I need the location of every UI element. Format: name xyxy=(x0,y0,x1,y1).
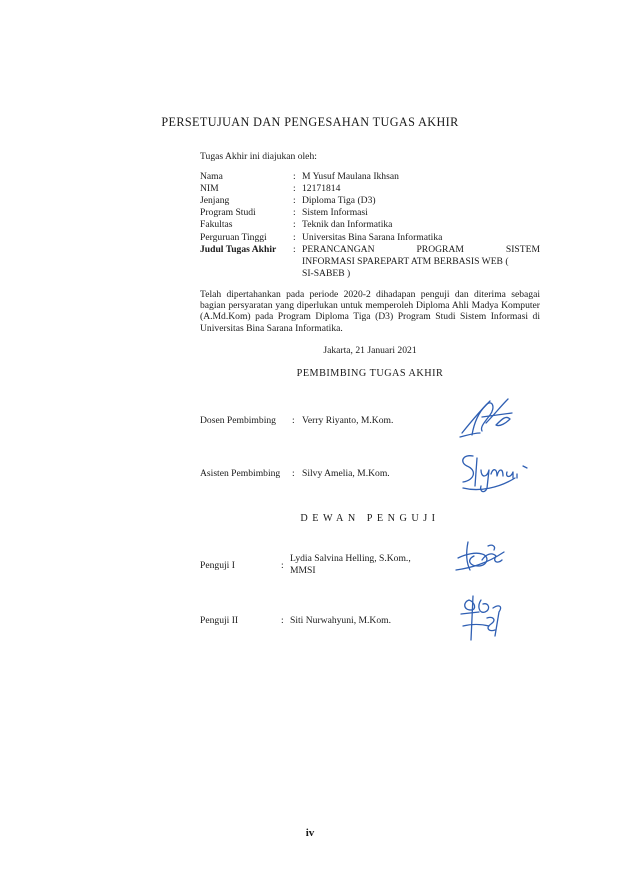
dosen-colon: : xyxy=(292,415,295,426)
penguji1-name-line1: Lydia Salvina Helling, S.Kom., xyxy=(290,553,411,564)
dosen-signature xyxy=(452,393,522,443)
place-date: Jakarta, 21 Januari 2021 xyxy=(323,345,417,356)
page-number: iv xyxy=(305,827,315,839)
field-label-nim: NIM xyxy=(200,183,219,194)
field-value-jenjang: Diploma Tiga (D3) xyxy=(302,195,376,206)
judul-line-1: PERANCANGAN PROGRAM SISTEM xyxy=(302,244,540,255)
penguji2-label: Penguji II xyxy=(200,615,239,626)
field-value-fakultas: Teknik dan Informatika xyxy=(302,219,393,230)
field-colon: : xyxy=(293,195,296,206)
intro-text: Tugas Akhir ini diajukan oleh: xyxy=(200,151,317,162)
field-colon: : xyxy=(293,207,296,218)
field-colon: : xyxy=(293,232,296,243)
penguji1-colon: : xyxy=(281,560,284,571)
asisten-label: Asisten Pembimbing xyxy=(200,468,281,479)
field-label-jenjang: Jenjang xyxy=(200,195,230,206)
field-colon: : xyxy=(293,219,296,230)
page-title: PERSETUJUAN DAN PENGESAHAN TUGAS AKHIR xyxy=(161,115,459,129)
field-label-judul: Judul Tugas Akhir xyxy=(200,244,277,255)
field-label-program-studi: Program Studi xyxy=(200,207,256,218)
penguji1-name-line2: MMSI xyxy=(290,565,316,576)
asisten-colon: : xyxy=(292,468,295,479)
field-value-perguruan-tinggi: Universitas Bina Sarana Informatika xyxy=(302,232,443,243)
penguji2-signature xyxy=(455,590,510,646)
field-value-nama: M Yusuf Maulana Ikhsan xyxy=(302,171,399,182)
field-colon: : xyxy=(293,244,296,255)
asisten-name: Silvy Amelia, M.Kom. xyxy=(302,468,390,479)
penguji2-colon: : xyxy=(281,615,284,626)
dosen-label: Dosen Pembimbing xyxy=(200,415,276,426)
penguji-heading: DEWAN PENGUJI xyxy=(300,513,440,524)
field-label-perguruan-tinggi: Perguruan Tinggi xyxy=(200,232,267,243)
penguji1-label: Penguji I xyxy=(200,560,235,571)
dosen-name: Verry Riyanto, M.Kom. xyxy=(302,415,394,426)
field-colon: : xyxy=(293,183,296,194)
field-value-program-studi: Sistem Informasi xyxy=(302,207,368,218)
field-value-nim: 12171814 xyxy=(302,183,341,194)
field-label-nama: Nama xyxy=(200,171,223,182)
field-label-fakultas: Fakultas xyxy=(200,219,233,230)
field-colon: : xyxy=(293,171,296,182)
judul-line-3: SI-SABEB ) xyxy=(302,268,351,279)
judul-line-2: INFORMASI SPAREPART ATM BERBASIS WEB ( xyxy=(302,256,509,267)
asisten-signature xyxy=(455,448,535,498)
approval-paragraph: Telah dipertahankan pada periode 2020-2 dihadapan penguji dan diterima sebagai bagian persyaratan yang diperlukan untuk memperoleh Diploma Ahli Madya Komputer (A.Md.Kom) pada Program Diploma Tiga (D3) Program Studi Sistem Informasi di Universitas Bina Sarana Informatika. xyxy=(200,289,540,334)
penguji2-name: Siti Nurwahyuni, M.Kom. xyxy=(290,615,392,626)
pembimbing-heading: PEMBIMBING TUGAS AKHIR xyxy=(296,368,444,379)
penguji1-signature xyxy=(452,538,512,580)
